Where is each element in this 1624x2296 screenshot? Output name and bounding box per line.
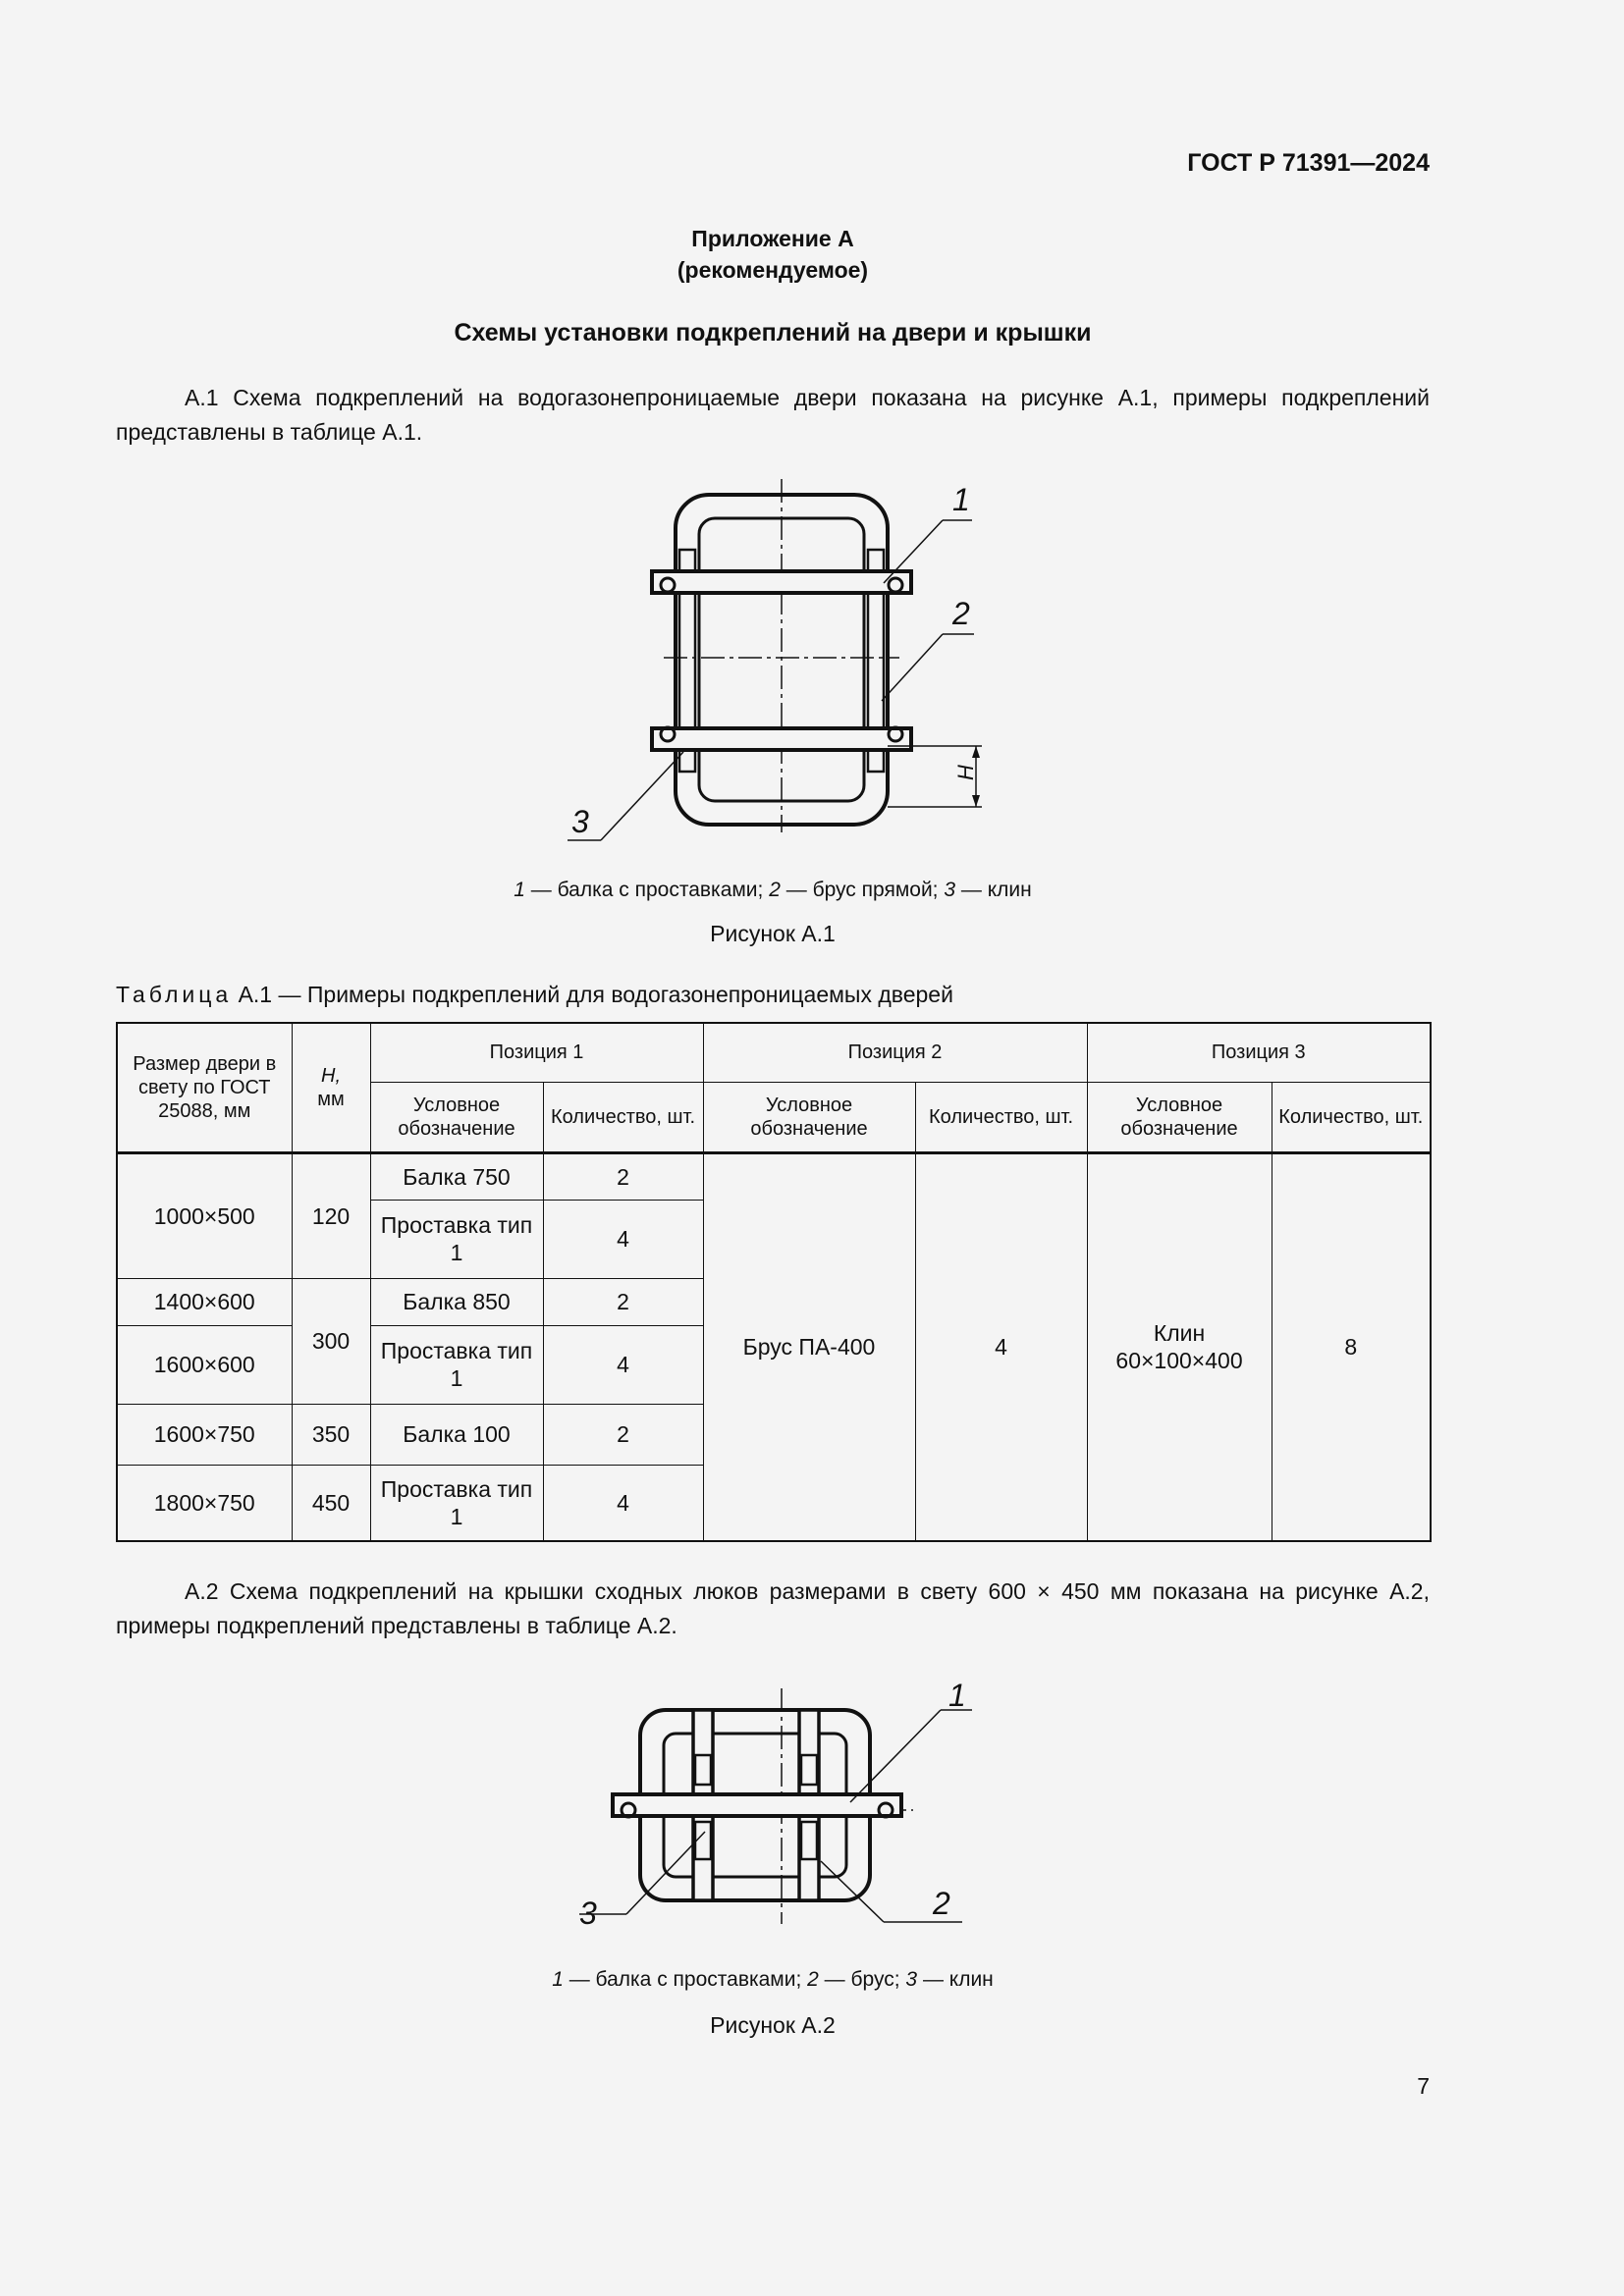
figure-a2-drawing <box>550 1669 1021 1944</box>
figure-a1-title: Рисунок А.1 <box>710 921 836 946</box>
col-pos1: Позиция 1 <box>370 1023 703 1082</box>
figure-a2-legend: 1 — балка с проставками; 2 — брус; 3 — клин <box>552 1968 994 1991</box>
table-a1 <box>116 1022 1432 1542</box>
appendix-heading: Схемы установки подкреплений на двери и крышки <box>454 319 1092 347</box>
fig-a1-label-3: 3 <box>571 804 589 839</box>
appendix-subtitle: (рекомендуемое) <box>677 257 869 283</box>
table-row: Проставка тип 1 4 <box>117 1200 1431 1278</box>
col-pos1-designation: Условное обозначение <box>370 1082 543 1152</box>
page-number: 7 <box>1417 2073 1430 2099</box>
hatch-beam <box>613 1794 901 1816</box>
figure-a1-drawing <box>550 471 1021 844</box>
appendix-title: Приложение А <box>691 226 854 251</box>
beam-top <box>652 571 911 593</box>
table-row: 1600×750 350 Балка 100 2 <box>117 1404 1431 1465</box>
fig-a2-label-2: 2 <box>933 1886 950 1921</box>
col-h: H, мм <box>292 1023 370 1152</box>
fig-a2-label-3: 3 <box>579 1896 597 1931</box>
col-pos2-quantity: Количество, шт. <box>915 1082 1087 1152</box>
pos2-qty-cell: 4 <box>915 1152 1087 1541</box>
col-door-size: Размер двери в свету по ГОСТ 25088, мм <box>117 1023 292 1152</box>
pos3-qty-cell: 8 <box>1272 1152 1431 1541</box>
table-a1-title: Таблица А.1 — Примеры подкреплений для водогазонепроницаемых дверей <box>116 982 953 1007</box>
straight-bar-right <box>868 593 884 730</box>
col-pos3-designation: Условное обозначение <box>1087 1082 1272 1152</box>
pos3-name-cell: Клин 60×100×400 <box>1087 1152 1272 1541</box>
pos2-name-cell: Брус ПА-400 <box>703 1152 915 1541</box>
table-row: 1600×600 Проставка тип 1 4 <box>117 1325 1431 1404</box>
fig-a2-label-1: 1 <box>948 1678 966 1713</box>
paragraph-a2: А.2 Схема подкреплений на крышки сходных люков размерами в свету 600 × 450 мм показана на рисунке А.2, примеры подкреплений представлены в таблице А.2. <box>116 1578 1430 1638</box>
figure-a2-title: Рисунок А.2 <box>710 2012 836 2038</box>
col-pos3-quantity: Количество, шт. <box>1272 1082 1431 1152</box>
table-row: 1000×500 120 Балка 750 2 Брус ПА-400 4 Клин 60×100×400 8 <box>117 1152 1431 1200</box>
col-pos2: Позиция 2 <box>703 1023 1087 1082</box>
document-code: ГОСТ Р 71391—2024 <box>1187 149 1430 177</box>
table-row: 1400×600 300 Балка 850 2 <box>117 1278 1431 1325</box>
col-pos2-designation: Условное обозначение <box>703 1082 915 1152</box>
table-row: 1800×750 450 Проставка тип 1 4 <box>117 1465 1431 1541</box>
straight-bar-left <box>679 593 695 730</box>
fig-a1-label-1: 1 <box>952 482 970 517</box>
beam-bottom <box>652 728 911 750</box>
col-pos3: Позиция 3 <box>1087 1023 1431 1082</box>
fig-a1-label-2: 2 <box>952 596 970 631</box>
figure-a1-legend: 1 — балка с проставками; 2 — брус прямой; 3 — клин <box>514 879 1032 901</box>
paragraph-a1: А.1 Схема подкреплений на водогазонепроницаемые двери показана на рисунке А.1, примеры подкреплений представлены в таблице А.1. <box>116 385 1430 445</box>
col-pos1-quantity: Количество, шт. <box>543 1082 703 1152</box>
fig-a1-label-h: H <box>953 765 978 780</box>
